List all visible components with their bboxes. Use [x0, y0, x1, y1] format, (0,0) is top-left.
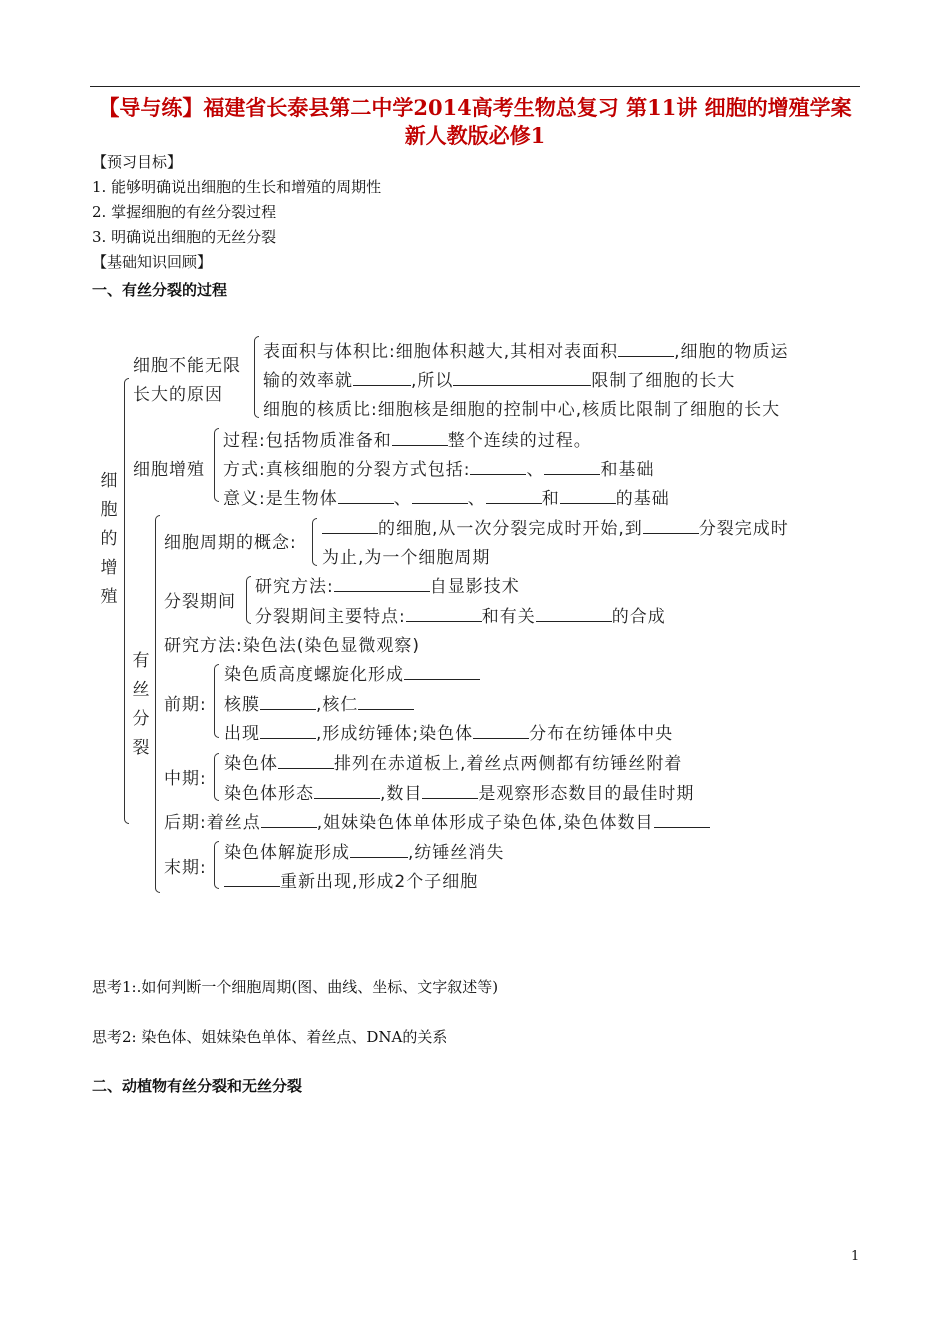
preview-item-2: 2. 掌握细胞的有丝分裂过程 — [92, 203, 277, 221]
interphase-line-b: 分裂期间主要特点: 和有关 的合成 — [255, 607, 666, 627]
mitosis-label: 有 丝 分 裂 — [132, 651, 150, 758]
root-brace — [124, 378, 129, 824]
limit-label-2: 长大的原因 — [133, 385, 223, 405]
limit-label-1: 细胞不能无限 — [133, 356, 241, 376]
page-number: 1 — [851, 1249, 860, 1264]
metaphase-label: 中期: — [164, 769, 207, 789]
cycle-line-a: 的细胞,从一次分裂完成时开始,到 分裂完成时 — [322, 514, 789, 539]
preview-item-1: 1. 能够明确说出细胞的生长和增殖的周期性 — [92, 178, 382, 196]
tree-root-label: 细 胞 的 增 殖 — [100, 471, 118, 607]
limit-line-b: 输的效率就 ,所以 限制了细胞的长大 — [263, 371, 736, 391]
document-title: 【导与练】福建省长泰县第二中学2014高考生物总复习 第11讲 细胞的增殖学案 新人教版必修1 — [98, 95, 852, 148]
prophase-line-a: 染色质高度螺旋化形成 — [224, 660, 480, 685]
limit-line-a: 表面积与体积比:细胞体积越大,其相对表面积 ,细胞的物质运 — [263, 342, 789, 362]
metaphase-line-b: 染色体形态 ,数目 是观察形态数目的最佳时期 — [224, 784, 695, 804]
interphase-brace — [246, 576, 251, 624]
cycle-brace — [312, 518, 317, 566]
limit-line-c: 细胞的核质比:细胞核是细胞的控制中心,核质比限制了细胞的长大 — [263, 400, 781, 420]
preview-item-3: 3. 明确说出细胞的无丝分裂 — [92, 228, 277, 246]
method-line: 研究方法:染色法(染色显微观察) — [164, 636, 420, 656]
telophase-line-b: 重新出现,形成2个子细胞 — [224, 867, 478, 892]
prolif-line-a: 过程:包括物质准备和 整个连续的过程。 — [223, 431, 592, 451]
prolif-line-c: 意义:是生物体 、 、 和 的基础 — [223, 489, 670, 509]
prolif-label: 细胞增殖 — [133, 460, 205, 480]
prophase-line-c: 出现 ,形成纺锤体;染色体 分布在纺锤体中央 — [224, 724, 674, 744]
thinking-question-2: 思考2: 染色体、姐妹染色单体、着丝点、DNA的关系 — [92, 1028, 448, 1046]
telophase-label: 末期: — [164, 858, 207, 878]
limit-brace — [254, 336, 259, 418]
telophase-brace — [214, 841, 219, 889]
anaphase-line: 后期:着丝点 ,姐妹染色体单体形成子染色体,染色体数目 — [164, 808, 710, 833]
section-1-heading: 一、有丝分裂的过程 — [92, 281, 228, 299]
section-2-heading: 二、动植物有丝分裂和无丝分裂 — [92, 1077, 303, 1095]
metaphase-line-a: 染色体 排列在赤道板上,着丝点两侧都有纺锤丝附着 — [224, 754, 683, 774]
mitosis-brace — [155, 515, 160, 893]
prolif-brace — [214, 428, 219, 502]
prophase-label: 前期: — [164, 695, 207, 715]
interphase-label: 分裂期间 — [164, 592, 236, 612]
prophase-line-b: 核膜 ,核仁 — [224, 690, 414, 715]
preview-heading: 【预习目标】 — [92, 153, 183, 171]
interphase-line-a: 研究方法: 自显影技术 — [255, 577, 520, 597]
telophase-line-a: 染色体解旋形成 ,纺锤丝消失 — [224, 843, 505, 863]
header-rule — [90, 86, 860, 87]
cycle-label: 细胞周期的概念: — [164, 533, 297, 553]
prophase-brace — [214, 664, 219, 738]
metaphase-brace — [214, 753, 219, 801]
prolif-line-b: 方式:真核细胞的分裂方式包括: 、 和基础 — [223, 460, 655, 480]
thinking-question-1: 思考1:.如何判断一个细胞周期(图、曲线、坐标、文字叙述等) — [92, 978, 499, 996]
cycle-line-b: 为止,为一个细胞周期 — [322, 548, 491, 568]
review-heading: 【基础知识回顾】 — [92, 253, 213, 271]
